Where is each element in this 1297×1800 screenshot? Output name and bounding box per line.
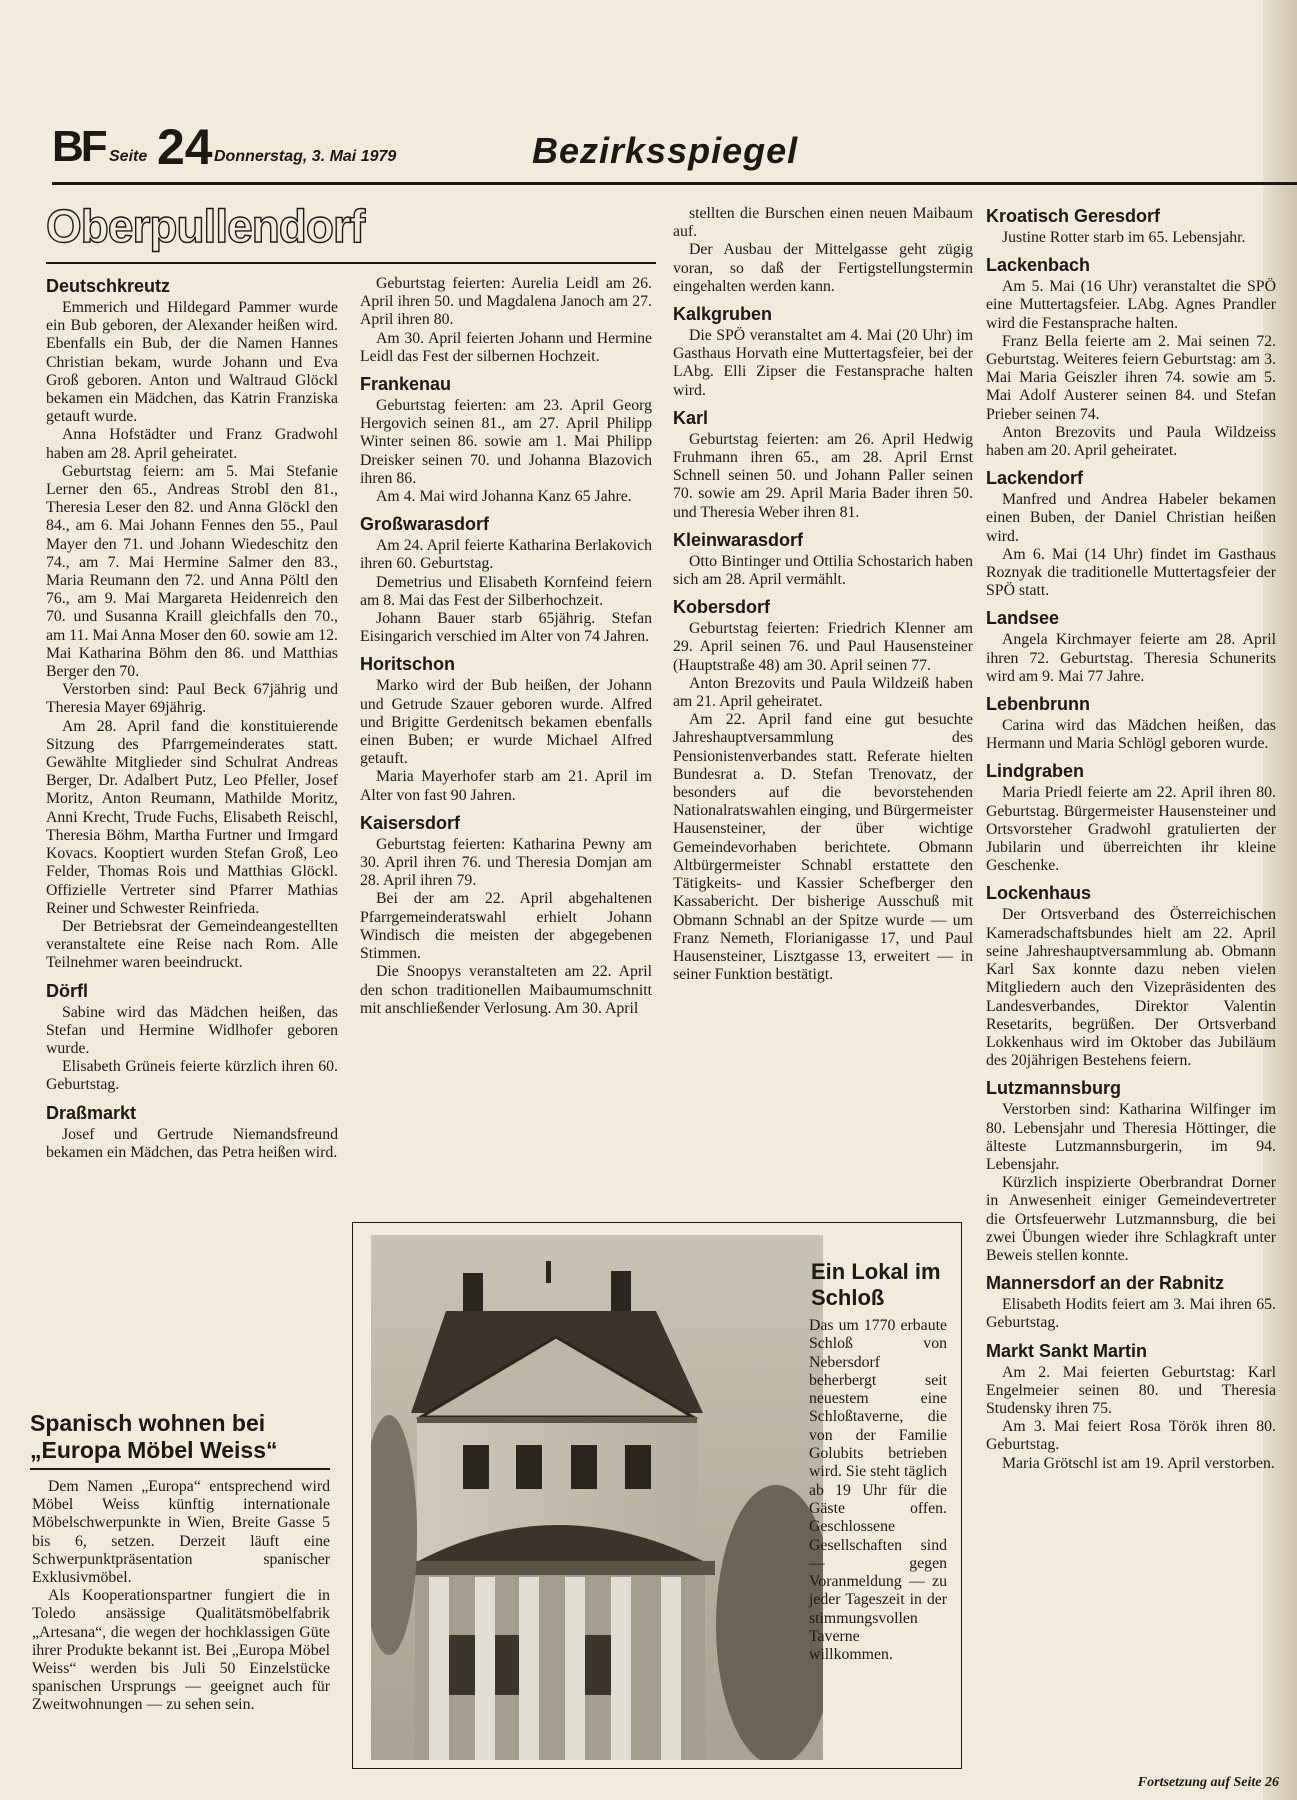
article-paragraph: Josef und Gertrude Niemandsfreund bekamen ein Mädchen, das Petra heißen wird. <box>46 1125 338 1161</box>
article-heading: Großwarasdorf <box>360 514 490 535</box>
article-paragraph: Am 5. Mai (16 Uhr) veranstaltet die SPÖ eine Muttertagsfeier. LAbg. Agnes Prandler wird die Festansprache halten. <box>986 278 1276 332</box>
article-heading: Lindgraben <box>986 761 1084 782</box>
article-paragraph: Geburtstag feierten: am 26. April Hedwig Fruhmann ihren 65., am 28. April Ernst Schnell seinen 50. und Johann Paller seinen 70. sowie am 29. April Maria Bader ihren 50. und Theresia Weber ihren 81. <box>673 430 973 521</box>
article-paragraph: Geburtstag feierten: Aurelia Leidl am 26. April ihren 50. und Magdalena Janoch am 27. April ihren 80. <box>360 275 652 329</box>
article-paragraph: Am 6. Mai (14 Uhr) findet im Gasthaus Roznyak die traditionelle Muttertagsfeier der SPÖ statt. <box>986 545 1276 600</box>
article-heading: Landsee <box>986 608 1060 629</box>
column-4 <box>986 205 1276 1473</box>
article-paragraph: Sabine wird das Mädchen heißen, das Stefan und Hermine Widlhofer geboren wurde. <box>46 1003 338 1057</box>
district-title: Oberpullendorf <box>46 200 365 252</box>
article-paragraph: Am 30. April feierten Johann und Hermine Leidl das Fest der silbernen Hochzeit. <box>360 329 652 365</box>
district-rule <box>46 262 656 264</box>
ad-paragraph: Als Kooperationspartner fungiert die in Toledo ansässige Qualitätsmöbelfabrik „Artesana“, die wegen der hochklassigen Güte ihrer Produkte bekannt ist. Bei „Europa Möbel Weiss“ werden bis Juli 50 Einzelstücke spanischen Ursprungs — geeignet auch für Zweitwohnungen — zu sehen sein. <box>32 1587 330 1714</box>
page-label: Seite <box>109 148 148 165</box>
article-paragraph: Verstorben sind: Paul Beck 67jährig und Theresia Mayer 69jährig. <box>46 681 338 717</box>
article-paragraph: Anna Hofstädter und Franz Gradwohl haben am 28. April geheiratet. <box>46 426 338 462</box>
article-heading: Markt Sankt Martin <box>986 1340 1148 1361</box>
article-paragraph: Die SPÖ veranstaltet am 4. Mai (20 Uhr) im Gasthaus Horvath eine Muttertagsfeier, bei der LAbg. Elli Zipser die Festansprache halten wird. <box>673 327 973 399</box>
issue-date: Donnerstag, 3. Mai 1979 <box>214 148 397 165</box>
column-2 <box>360 275 652 1018</box>
article-paragraph: Elisabeth Hodits feiert am 3. Mai ihren 65. Geburtstag. <box>986 1296 1276 1332</box>
photo-box <box>352 1222 962 1769</box>
article-paragraph: Am 2. Mai feierten Geburtstag: Karl Engelmeier seinen 80. und Theresia Studensky ihren 75. <box>986 1363 1276 1417</box>
ad-headline: Spanisch wohnen bei „Europa Möbel Weiss“ <box>30 1410 330 1470</box>
article-heading: Lackendorf <box>986 468 1084 489</box>
article-paragraph: Geburtstag feierten: am 23. April Georg Hergovich seinen 81., am 27. April Philipp Winter seinen 86. sowie am 1. Mai Philipp Dreisker seinen 70. und Johanna Blazovich ihren 86. <box>360 397 652 487</box>
article-heading: Lockenhaus <box>986 883 1092 904</box>
ad-body <box>30 1478 330 1715</box>
article-heading: Lebenbrunn <box>986 694 1090 715</box>
ad-article <box>30 1410 330 1715</box>
article-paragraph: Geburtstag feiern: am 5. Mai Stefanie Lerner den 65., Andreas Strobl den 81., Theresia Leser den 82. und Anna Glöckl den 84., am 6. Mai Johann Fennes den 55., Paul Mayer den 71. und Johann Wiedeschitz den 74., am 7. Mai Hermine Salmer den 83., Maria Reumann den 72. und Anna Pöltl den 76., am 9. Mai Margareta Heidenreich den 70. und Susanna Kraill gleichfalls den 70., am 11. Mai Anna Moser den 60. sowie am 12. Mai Katharina Böhm den 86. und Matthias Berger den 70. <box>46 462 338 681</box>
article-paragraph: Am 24. April feierte Katharina Berlakovich ihren 60. Geburtstag. <box>360 537 652 573</box>
article-paragraph: Geburtstag feierten: Katharina Pewny am 30. April ihren 76. und Theresia Domjan am 28. April ihren 79. <box>360 835 652 890</box>
article-heading: Horitschon <box>360 654 456 675</box>
article-paragraph: Franz Bella feierte am 2. Mai seinen 72. Geburtstag. Weiteres feiern Geburtstag: am 3. Mai Maria Geiszler ihren 74. sowie am 5. Mai Adolf Austerer seinen 84. und Stefan Prieber seinen 74. <box>986 332 1276 423</box>
article-paragraph: Am 4. Mai wird Johanna Kanz 65 Jahre. <box>376 488 632 506</box>
ad-paragraph: Dem Namen „Europa“ entsprechend wird Möbel Weiss künftig internationale Möbelschwerpunkte in Wien, Breite Gasse 5 bis 6, setzen. Derzeit läuft eine Schwerpunktpräsentation spanischer Exklusivmöbel. <box>32 1478 330 1587</box>
article-heading: Lackenbach <box>986 255 1091 276</box>
article-heading: Dörfl <box>46 980 88 1001</box>
continuation-note: Fortsetzung auf Seite 26 <box>1137 1775 1279 1790</box>
masthead <box>52 118 1297 178</box>
article-heading: Karl <box>673 407 709 428</box>
article-paragraph: Carina wird das Mädchen heißen, das Hermann und Maria Schlögl geboren wurde. <box>986 717 1276 753</box>
castle-photo <box>371 1235 823 1760</box>
article-paragraph: Am 28. April fand die konstituierende Sitzung des Pfarrgemeinderates statt. Gewählte Mitglieder sind Schulrat Andreas Berger, Dr. Adalbert Putz, Leo Pfeller, Josef Moritz, Anton Reumann, Mathilde Moritz, Anni Krecht, Trude Fuchs, Elisabeth Reischl, Theresia Böhm, Martha Furtner und Irmgard Kovacs. Kooptiert wurden Stefan Groß, Leo Felder, Thomas Rois und Matthias Glöckl. Offizielle Vertreter sind Pfarrer Mathias Reiner und Schwester Reinfrieda. <box>46 717 338 917</box>
article-paragraph: Otto Bintinger und Ottilia Schostarich haben sich am 28. April vermählt. <box>673 552 973 589</box>
article-paragraph: Demetrius und Elisabeth Kornfeind feiern am 8. Mai das Fest der Silberhochzeit. <box>360 573 652 609</box>
article-paragraph: Justine Rotter starb im 65. Lebensjahr. <box>1002 229 1246 246</box>
section-title: Bezirksspiegel <box>532 130 799 171</box>
article-paragraph: Kürzlich inspizierte Oberbrandrat Dorner in Anwesenheit einiger Gemeindevertreter die Ortsfeuerwehr Lutzmannsburg, die bei zwei Übungen wieder ihre Schlagkraft unter Beweis stellen konnte. <box>986 1174 1276 1264</box>
logo-bf: BF <box>52 122 105 171</box>
article-heading: Kalkgruben <box>673 304 773 325</box>
article-heading: Kobersdorf <box>673 597 771 618</box>
article-heading: Frankenau <box>360 374 452 395</box>
article-heading: Kleinwarasdorf <box>673 529 804 550</box>
article-paragraph: Manfred und Andrea Habeler bekamen einen Buben, der Daniel Christian heißen wird. <box>986 491 1276 545</box>
article-paragraph: Der Ortsverband des Österreichischen Kameradschaftsbundes hielt am 22. April seine Jahreshauptversammlung ab. Obmann Karl Sax konnte dazu neben vielen Mitgliedern auch den Vizepräsidenten des Landesverbandes, Direktor Valentin Resetarits, begrüßen. Der Ortsverband Lokkenhaus wird im Oktober das Jubiläum des 20jährigen Bestehens feiern. <box>986 906 1276 1070</box>
article-heading: Kroatisch Geresdorf <box>986 206 1161 226</box>
article-heading: Lutzmannsburg <box>986 1078 1121 1099</box>
masthead-rule <box>52 182 1297 185</box>
article-paragraph: Bei der am 22. April abgehaltenen Pfarrgemeinderatswahl erhielt Johann Windisch die meisten der abgegebenen Stimmen. <box>360 890 652 963</box>
article-paragraph: Am 3. Mai feiert Rosa Török ihren 80. Geburtstag. <box>986 1418 1276 1454</box>
caption-title: Ein Lokal im Schloß <box>811 1259 941 1310</box>
article-paragraph: Maria Mayerhofer starb am 21. April im Alter von fast 90 Jahren. <box>360 768 652 804</box>
page-number: 24 <box>157 119 213 175</box>
article-paragraph: Verstorben sind: Katharina Wilfinger im 80. Lebensjahr und Theresia Höttinger, die älteste Lutzmannsburgerin, im 94. Lebensjahr. <box>986 1101 1276 1173</box>
article-paragraph: Der Ausbau der Mittelgasse geht zügig voran, so daß der Fertigstellungstermin eingehalten werden kann. <box>673 241 973 295</box>
article-paragraph: Elisabeth Grüneis feierte kürzlich ihren 60. Geburtstag. <box>46 1058 338 1094</box>
column-3 <box>673 205 973 984</box>
article-paragraph: Maria Grötschl ist am 19. April verstorben. <box>1002 1454 1275 1472</box>
article-paragraph: Geburtstag feierten: Friedrich Klenner am 29. April seinen 76. und Paul Hausensteiner (Hauptstraße 48) am 30. April seinen 77. <box>673 620 973 674</box>
column-1 <box>46 275 338 1162</box>
caption-text: Das um 1770 erbaute Schloß von Nebersdorf beherbergt seit neuestem eine Schloßtaverne, die von der Familie Golubits betrieben wird. Sie steht täglich ab 19 Uhr für die Gäste offen. Geschlossene Gesellschaften sind — gegen Voranmeldung — zu jeder Tageszeit in der stimmungsvollen Taverne willkommen. <box>809 1317 947 1664</box>
article-paragraph: Der Betriebsrat der Gemeindeangestellten veranstaltete eine Reise nach Rom. Alle Teilnehmer waren beeindruckt. <box>46 917 338 972</box>
article-paragraph: Anton Brezovits und Paula Wildzeiß haben am 21. April geheiratet. <box>673 674 973 711</box>
article-paragraph: Angela Kirchmayer feierte am 28. April ihren 72. Geburtstag. Theresia Schunerits wird am 9. Mai 77 Jahre. <box>986 631 1276 685</box>
article-heading: Kaisersdorf <box>360 812 461 833</box>
article-paragraph: Die Snoopys veranstalteten am 22. April den schon traditionellen Maibaumumschnitt mit anschließender Verlosung. Am 30. April <box>360 963 652 1017</box>
article-paragraph: Anton Brezovits und Paula Wildzeiss haben am 20. April geheiratet. <box>986 423 1276 460</box>
article-heading: Deutschkreutz <box>46 276 171 296</box>
article-heading: Mannersdorf an der Rabnitz <box>986 1273 1225 1294</box>
article-paragraph: Maria Priedl feierte am 22. April ihren 80. Geburtstag. Bürgermeister Hausensteiner und Ortsvorsteher Gradwohl gratulierten der Jubilarin und überreichten ihr kleine Geschenke. <box>986 784 1276 875</box>
article-paragraph: Am 22. April fand eine gut besuchte Jahreshauptversammlung des Pensionistenverbandes statt. Referate hielten Bundesrat a. D. Stefan Trenovatz, der besonders auf die bevorstehenden Nationalratswahlen einging, und Bürgermeister Hausensteiner, der über wichtige Gemeindevorhaben berichtete. Obmann Altbürgermeister Schnabl erstattete den Tätigkeits- und Kassier Schefberger den Kassabericht. Der bisherige Ausschuß mit Obmann Schnabl an der Spitze wurde — um Franz Nemeth, Florianigasse 17, und Paul Hausensteiner, Lisztgasse 13, erweitert — in seiner Funktion bestätigt. <box>673 711 973 984</box>
article-paragraph: Marko wird der Bub heißen, der Johann und Getrude Szauer geboren wurde. Alfred und Brigitte Gerdenitsch bekamen ebenfalls einen Buben; er wurde Michael Alfred getauft. <box>360 677 652 768</box>
article-paragraph: Johann Bauer starb 65jährig. Stefan Eisingarich verschied im Alter von 74 Jahren. <box>360 610 652 646</box>
article-paragraph: stellten die Burschen einen neuen Maibaum auf. <box>673 205 973 241</box>
article-paragraph: Emmerich und Hildegard Pammer wurde ein Bub geboren, der Alexander heißen wird. Ebenfalls ein Bub, der die Namen Hannes Christian bekam, wurde Johann und Eva Groß geboren. Anton und Waltraud Glöckl bekamen ein Mädchen, das Katrin Franziska getauft wurde. <box>46 299 338 426</box>
article-heading: Draßmarkt <box>46 1102 137 1123</box>
